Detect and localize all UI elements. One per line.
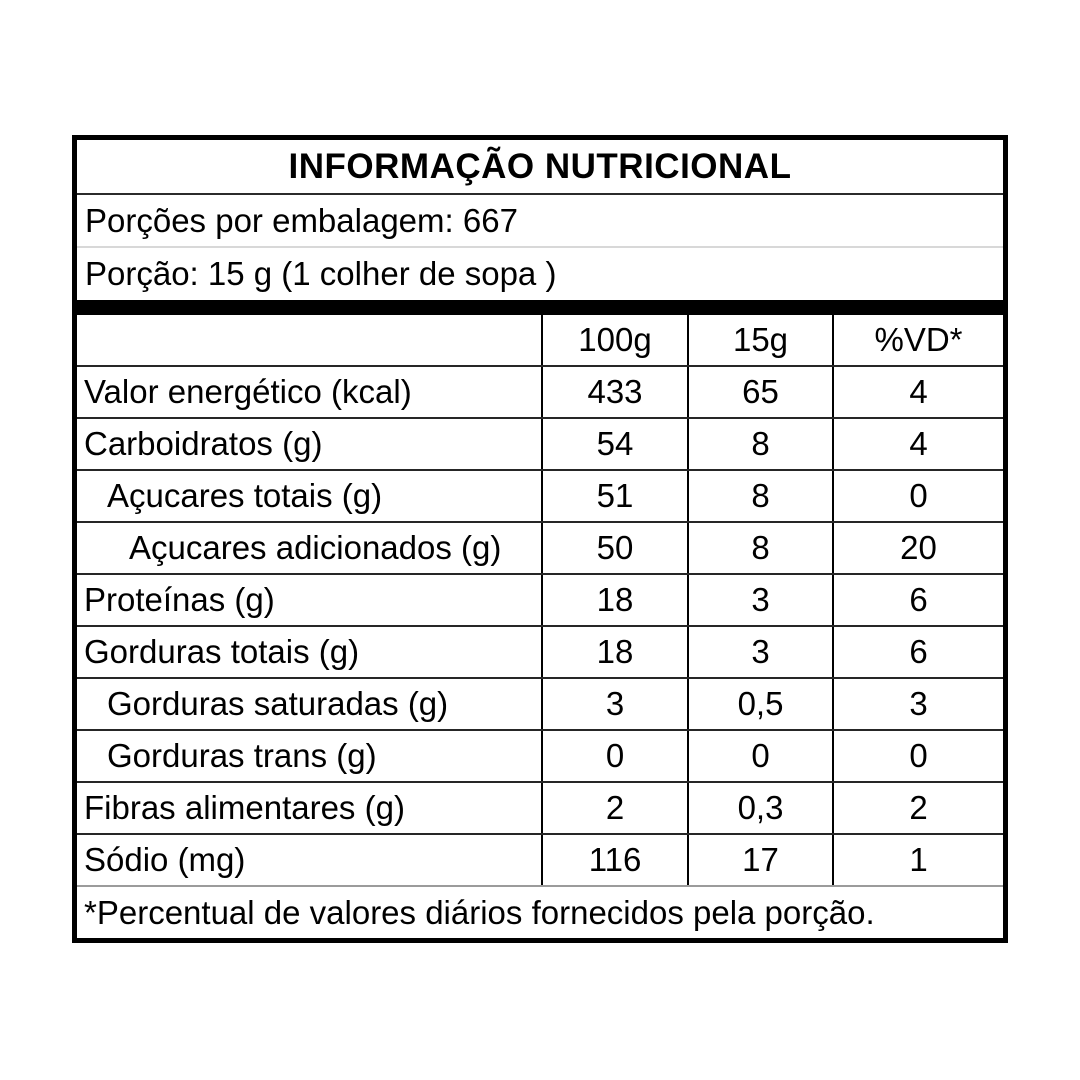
table-row	[77, 419, 1003, 471]
thick-divider-bar	[77, 300, 1003, 315]
row-value-vd: 3	[832, 679, 1003, 729]
row-value-100g: 50	[541, 523, 687, 573]
row-label: Açucares adicionados (g)	[129, 529, 502, 566]
label-title: INFORMAÇÃO NUTRICIONAL	[288, 146, 792, 186]
row-label: Valor energético (kcal)	[84, 373, 412, 410]
table-row	[77, 627, 1003, 679]
row-label: Gorduras totais (g)	[84, 633, 360, 670]
column-header-blank	[77, 315, 541, 365]
row-label: Fibras alimentares (g)	[84, 789, 405, 826]
row-value-15g: 8	[687, 523, 832, 573]
row-value-15g: 17	[687, 835, 832, 885]
label-title-row	[77, 140, 1003, 195]
row-value-100g: 2	[541, 783, 687, 833]
row-value-15g: 65	[687, 367, 832, 417]
row-value-vd: 4	[832, 419, 1003, 469]
row-value-100g: 54	[541, 419, 687, 469]
row-value-vd: 0	[832, 471, 1003, 521]
row-value-100g: 433	[541, 367, 687, 417]
row-value-100g: 51	[541, 471, 687, 521]
row-value-100g: 3	[541, 679, 687, 729]
serving-size: Porção: 15 g (1 colher de sopa )	[85, 255, 557, 292]
row-label: Açucares totais (g)	[107, 477, 383, 514]
table-row	[77, 783, 1003, 835]
row-value-15g: 3	[687, 627, 832, 677]
column-header-15g: 15g	[687, 315, 832, 365]
row-value-vd: 2	[832, 783, 1003, 833]
table-header-row	[77, 315, 1003, 367]
column-header-vd: %VD*	[832, 315, 1003, 365]
table-row	[77, 523, 1003, 575]
row-value-vd: 6	[832, 575, 1003, 625]
footnote: *Percentual de valores diários fornecidos pela porção.	[84, 893, 875, 931]
row-value-15g: 0	[687, 731, 832, 781]
row-value-100g: 116	[541, 835, 687, 885]
row-label: Proteínas (g)	[84, 581, 275, 618]
row-label: Carboidratos (g)	[84, 425, 323, 462]
table-row	[77, 731, 1003, 783]
table-row	[77, 367, 1003, 419]
row-value-vd: 0	[832, 731, 1003, 781]
row-value-vd: 20	[832, 523, 1003, 573]
column-header-100g: 100g	[541, 315, 687, 365]
table-row	[77, 471, 1003, 523]
row-value-vd: 1	[832, 835, 1003, 885]
row-label: Gorduras saturadas (g)	[107, 685, 449, 722]
row-value-100g: 18	[541, 575, 687, 625]
row-value-100g: 0	[541, 731, 687, 781]
row-value-15g: 0,3	[687, 783, 832, 833]
table-row	[77, 835, 1003, 887]
row-label: Sódio (mg)	[84, 841, 246, 878]
row-value-15g: 8	[687, 471, 832, 521]
row-value-100g: 18	[541, 627, 687, 677]
row-value-15g: 0,5	[687, 679, 832, 729]
nutrition-label	[72, 135, 1008, 943]
row-value-15g: 8	[687, 419, 832, 469]
nutrition-table	[77, 315, 1003, 887]
row-label: Gorduras trans (g)	[107, 737, 377, 774]
row-value-vd: 6	[832, 627, 1003, 677]
table-row	[77, 679, 1003, 731]
row-value-15g: 3	[687, 575, 832, 625]
servings-per-package: Porções por embalagem: 667	[77, 195, 1003, 248]
table-row	[77, 575, 1003, 627]
row-value-vd: 4	[832, 367, 1003, 417]
